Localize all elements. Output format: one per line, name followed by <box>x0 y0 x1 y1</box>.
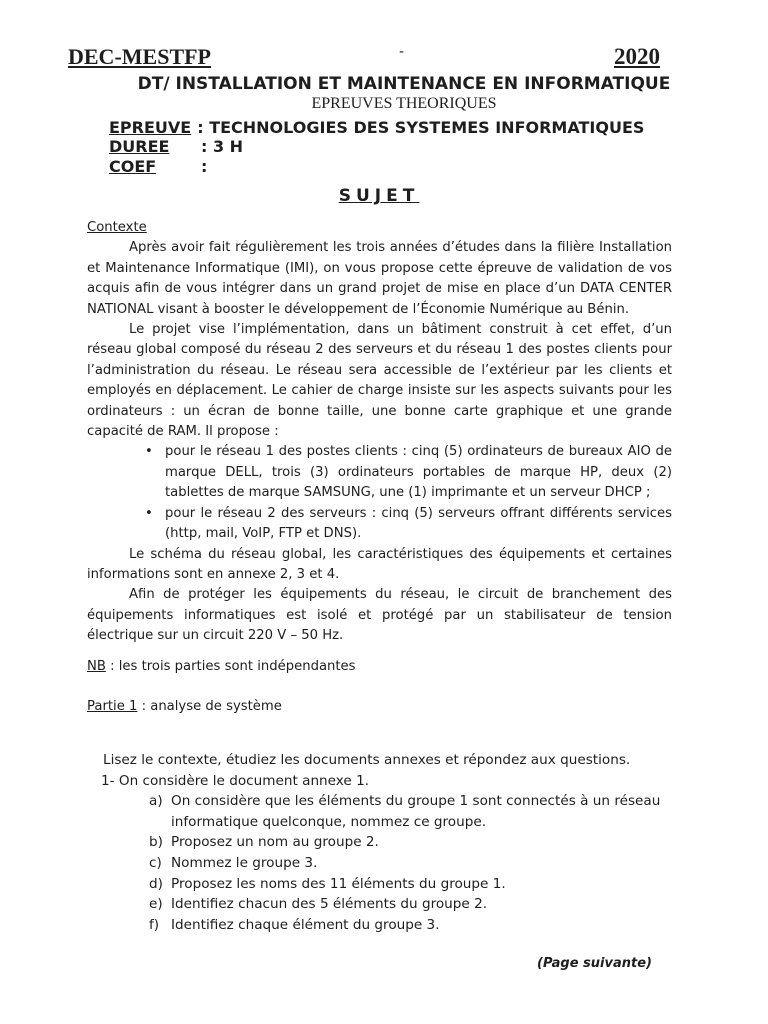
meta-epreuve <box>109 118 644 137</box>
context-paragraph-2: Le projet vise l’implémentation, dans un bâtiment construit à cet effet, d’un réseau global composé du réseau 2 des serveurs et du réseau 1 des postes clients pour l’administration du réseau. Le réseau sera accessible de l’extérieur par les clients et employés en déplacement. Le cahier de charge insiste sur les aspects suivants pour les ordinateurs : un écran de bonne taille, une bonne carte graphique et une grande capacité de RAM. Il propose : <box>87 322 672 440</box>
subquestion-list <box>87 791 672 935</box>
subquestion-letter: d) <box>149 875 163 892</box>
organization-name: DEC-MESTFP <box>68 44 211 69</box>
meta-duree-label: DUREE <box>109 137 170 156</box>
meta-epreuve-value: : TECHNOLOGIES DES SYSTEMES INFORMATIQUES <box>197 118 645 137</box>
meta-coef-value: : <box>201 157 208 176</box>
subquestion-letter: b) <box>149 834 163 851</box>
subquestion-text: Proposez un nom au groupe 2. <box>171 834 379 851</box>
meta-duree-value: : 3 H <box>201 137 244 156</box>
meta-coef-label: COEF <box>109 157 157 176</box>
list-item <box>141 504 672 545</box>
subquestion-letter: c) <box>149 854 162 871</box>
nb-label: NB <box>87 658 106 674</box>
subquestion-text: Identifiez chaque élément du groupe 3. <box>171 916 440 933</box>
list-item <box>149 853 672 874</box>
exam-year: 2020 <box>614 44 660 69</box>
context-section <box>87 218 672 717</box>
meta-epreuve-label: EPREUVE <box>109 118 192 137</box>
header-dash: - <box>399 44 405 60</box>
meta-duree <box>109 137 243 156</box>
exam-subtitle: EPREUVES THEORIQUES <box>311 95 497 112</box>
subquestion-text: Identifiez chacun des 5 éléments du groupe 2. <box>171 896 488 913</box>
part1-heading <box>87 697 672 717</box>
subquestion-letter: a) <box>149 793 163 810</box>
subquestion-text: On considère que les éléments du groupe 1 sont connectés à un réseau informatique quelconque, nommez ce groupe. <box>171 793 661 830</box>
meta-coef <box>109 157 207 176</box>
list-item-text: pour le réseau 1 des postes clients : cinq (5) ordinateurs de bureaux AIO de marque DELL, trois (3) ordinateurs portables de marque HP, deux (2) tablettes de marque SAMSUNG, une (1) imprimante et un serveur DHCP ; <box>165 444 672 501</box>
context-paragraph-3: Le schéma du réseau global, les caractéristiques des équipements et certaines informations sont en annexe 2, 3 et 4. <box>87 546 672 582</box>
spacer <box>87 647 672 657</box>
list-item <box>149 915 672 936</box>
part1-instructions: Lisez le contexte, étudiez les documents annexes et répondez aux questions. <box>103 752 631 768</box>
next-page-note: (Page suivante) <box>537 956 652 971</box>
list-item-text: pour le réseau 2 des serveurs : cinq (5) serveurs offrant différents services (http, mail, VoIP, FTP et DNS). <box>165 505 672 542</box>
list-item <box>149 894 672 915</box>
part1-title: : analyse de système <box>137 698 282 714</box>
exam-title: DT/ INSTALLATION ET MAINTENANCE EN INFORMATIQUE <box>137 74 671 94</box>
context-paragraph-1: Après avoir fait régulièrement les trois années d’études dans la filière Installation et Maintenance Informatique (IMI), on vous propose cette épreuve de validation de vos acquis afin de vous intégrer dans un grand projet de mise en place d’un DATA CENTER NATIONAL visant à booster le développement de l’Économie Numérique au Bénin. <box>87 240 672 317</box>
subquestion-letter: f) <box>149 916 160 933</box>
sujet-heading: SUJET <box>338 186 420 206</box>
part1-section <box>87 750 672 935</box>
context-heading: Contexte <box>87 220 147 235</box>
list-item <box>141 442 672 503</box>
subquestion-text: Proposez les noms des 11 éléments du groupe 1. <box>171 875 506 892</box>
list-item <box>149 832 672 853</box>
question-1: 1- On considère le document annexe 1. <box>101 772 370 789</box>
equipment-list <box>87 442 672 544</box>
nb-note <box>87 657 672 677</box>
spacer <box>87 677 672 697</box>
list-item <box>149 874 672 895</box>
context-paragraph-4: Afin de protéger les équipements du réseau, le circuit de branchement des équipements informatiques est isolé et protégé par un stabilisateur de tension électrique sur un circuit 220 V – 50 Hz. <box>87 587 672 644</box>
part1-label: Partie 1 <box>87 698 138 714</box>
nb-text: : les trois parties sont indépendantes <box>105 658 356 674</box>
bullet-icon: • <box>145 505 153 521</box>
subquestion-text: Nommez le groupe 3. <box>171 854 318 871</box>
bullet-icon: • <box>145 444 153 460</box>
list-item <box>149 791 672 832</box>
subquestion-letter: e) <box>149 896 163 913</box>
